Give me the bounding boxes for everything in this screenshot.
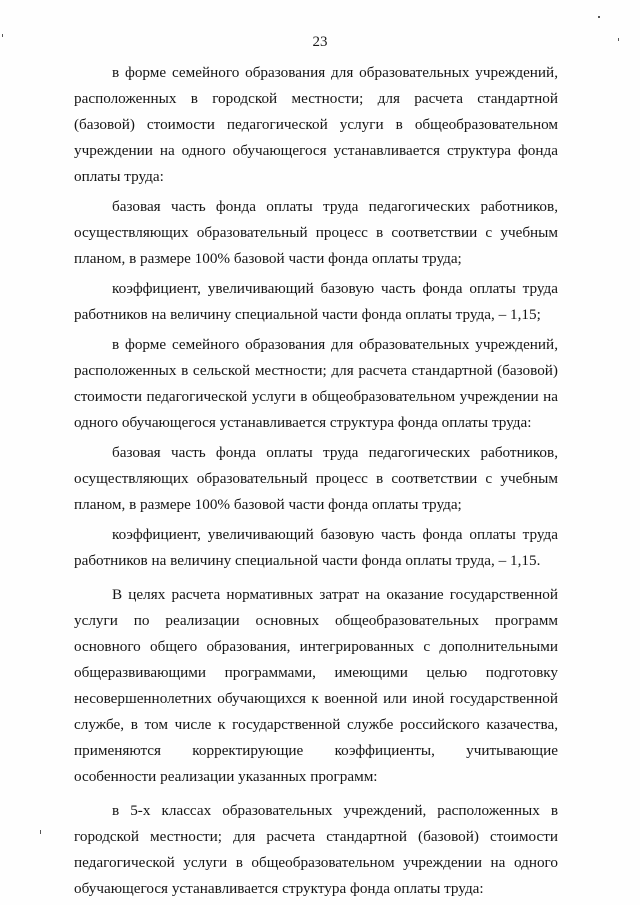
paragraph-base-payroll-rural: базовая часть фонда оплаты труда педагогических работников, осуществляющих образовательный процесс в соответствии с учебным планом, в размере 100% базовой части фонда оплаты труда; [74,444,558,513]
page-number: 23 [312,34,328,50]
paragraph-corrective-coefficients: В целях расчета нормативных затрат на оказание государственной услуги по реализации основных общеобразовательных программ основного общего образования, интегрированных с дополнительными общеразвивающими программами, имеющими целью подготовку несовершеннолетних обучающихся к военной или иной государственной службе, в том числе к государственной службе российского казачества, применяются корректирующие коэффициенты, учитывающие особенности реализации указанных программ: [74,586,558,785]
scan-edge-mark-bottom-left [40,830,41,834]
scan-edge-mark-right-top [598,16,600,18]
paragraph-rural-family-education: в форме семейного образования для образовательных учреждений, расположенных в сельской местности; для расчета стандартной (базовой) стоимости педагогической услуги в общеобразовательном учреждении на одного обучающегося устанавливается структура фонда оплаты труда: [74,336,558,431]
paragraph-urban-family-education: в форме семейного образования для образовательных учреждений, расположенных в городской местности; для расчета стандартной (базовой) стоимости педагогической услуги в общеобразовательном учреждении на одного обучающегося устанавливается структура фонда оплаты труда: [74,64,558,185]
paragraph-base-payroll-urban: базовая часть фонда оплаты труда педагогических работников, осуществляющих образовательный процесс в соответствии с учебным планом, в размере 100% базовой части фонда оплаты труда; [74,198,558,267]
paragraph-coefficient-urban: коэффициент, увеличивающий базовую часть фонда оплаты труда работников на величину специальной части фонда оплаты труда, – 1,15; [74,280,558,323]
paragraph-coefficient-rural: коэффициент, увеличивающий базовую часть фонда оплаты труда работников на величину специальной части фонда оплаты труда, – 1,15. [74,526,558,569]
document-body [74,60,558,905]
paragraph-grade-5-urban: в 5-х классах образовательных учреждений, расположенных в городской местности; для расчета стандартной (базовой) стоимости педагогической услуги в общеобразовательном учреждении на одного обучающегося устанавливается структура фонда оплаты труда: [74,802,558,897]
